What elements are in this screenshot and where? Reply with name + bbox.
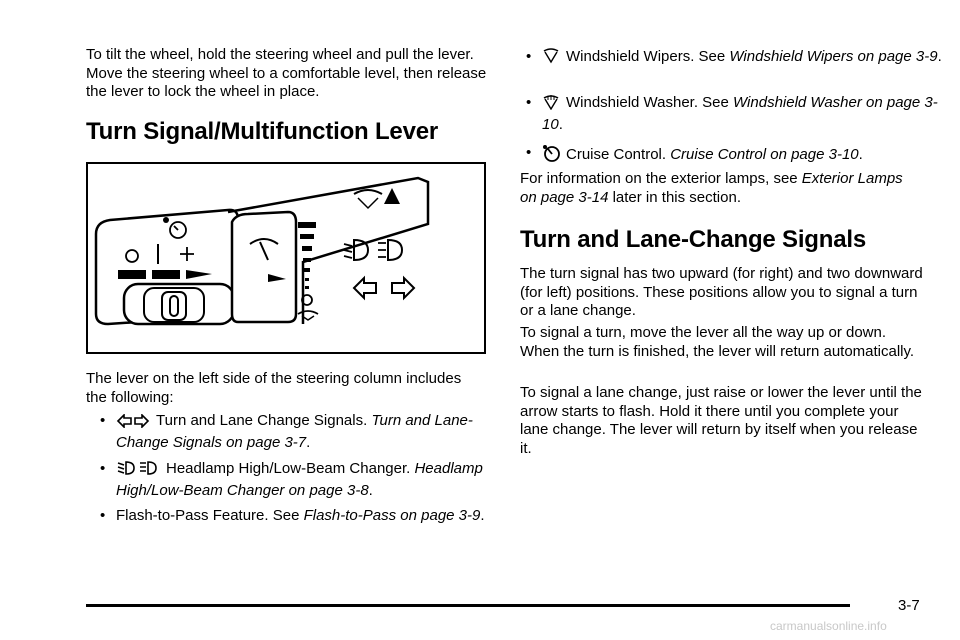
list-item-washer: • Windshield Washer. See Windshield Washer on page 3-10. <box>526 94 938 133</box>
section-heading-turn-signals: Turn and Lane-Change Signals <box>520 226 866 253</box>
turn-signal-paragraph-2: To signal a turn, move the lever all the way up or down. When the turn is finished, the lever will return automatically. <box>520 324 915 360</box>
washer-icon <box>542 94 560 116</box>
cruise-control-icon <box>542 144 560 168</box>
item-ref-link[interactable]: Turn and Lane-Change Signals on page 3-7 <box>116 412 473 451</box>
page-number: 3-7 <box>898 597 920 614</box>
item-text: Windshield Washer. See <box>566 94 734 111</box>
item-ref-link[interactable]: Windshield Wipers on page 3-9 <box>729 48 938 65</box>
exterior-lamps-ref-link[interactable]: Exterior Lamps on page 3-14 <box>520 170 903 206</box>
watermark: carmanualsonline.info <box>770 619 887 633</box>
item-text: Headlamp High/Low-Beam Changer. <box>166 460 415 477</box>
footer-rule <box>86 604 850 607</box>
intro-paragraph: To tilt the wheel, hold the steering wheel and pull the lever. Move the steering wheel to a comfortable level, then release the lever to lock the wheel in place. <box>86 46 487 100</box>
turn-signal-paragraph-3: To signal a lane change, just raise or lower the lever until the arrow starts to flash. Hold it there until you complete your lane change. The lever will return by itself when you release it. <box>520 384 922 457</box>
list-item-flash-to-pass: • Flash-to-Pass Feature. See Flash-to-Pass on page 3-9. <box>100 507 485 524</box>
item-ref-link[interactable]: Headlamp High/Low-Beam Changer on page 3-8 <box>116 460 483 499</box>
multifunction-lever-drawing <box>88 164 484 352</box>
list-item-cruise: • Cruise Control. Cruise Control on page 3-10. <box>512 144 942 168</box>
item-ref-link[interactable]: Cruise Control on page 3-10 <box>670 146 859 163</box>
turn-signal-arrows-icon <box>116 414 150 434</box>
turn-signal-arrow-icon <box>354 278 414 298</box>
lever-illustration <box>86 162 486 354</box>
list-item-headlamp: • Headlamp High/Low-Beam Changer. Headlamp High/Low-Beam Changer on page 3-8. <box>100 460 483 499</box>
item-text: Turn and Lane Change Signals. <box>156 412 372 429</box>
speed-tick-marks <box>298 222 316 305</box>
item-text: Cruise Control. <box>566 146 671 163</box>
item-text: Windshield Wipers. See <box>566 48 730 65</box>
headlamp-beam-icon <box>116 460 160 482</box>
high-beam-icon <box>344 240 402 260</box>
item-ref-link[interactable]: Windshield Washer on page 3-10 <box>542 94 938 133</box>
washer-icon <box>298 311 318 320</box>
section-heading-multifunction: Turn Signal/Multifunction Lever <box>86 118 439 145</box>
list-item-wipers: • Windshield Wipers. See Windshield Wipers on page 3-9. <box>512 48 942 70</box>
lever-intro-paragraph: The lever on the left side of the steering column includes the following: <box>86 370 462 406</box>
exterior-lamps-paragraph: For information on the exterior lamps, see Exterior Lamps on page 3-14 later in this section. <box>520 170 903 206</box>
list-item-turn-signals: • Turn and Lane Change Signals. Turn and Lane-Change Signals on page 3-7. <box>100 412 473 451</box>
item-text: Flash-to-Pass Feature. See <box>116 507 304 524</box>
wiper-icon <box>542 48 560 70</box>
item-ref-link[interactable]: Flash-to-Pass on page 3-9 <box>303 507 481 524</box>
wiper-washer-icon <box>354 188 400 208</box>
turn-signal-paragraph-1: The turn signal has two upward (for right) and two downward (for left) positions. These positions allow you to signal a turn or a lane change. <box>520 265 923 319</box>
